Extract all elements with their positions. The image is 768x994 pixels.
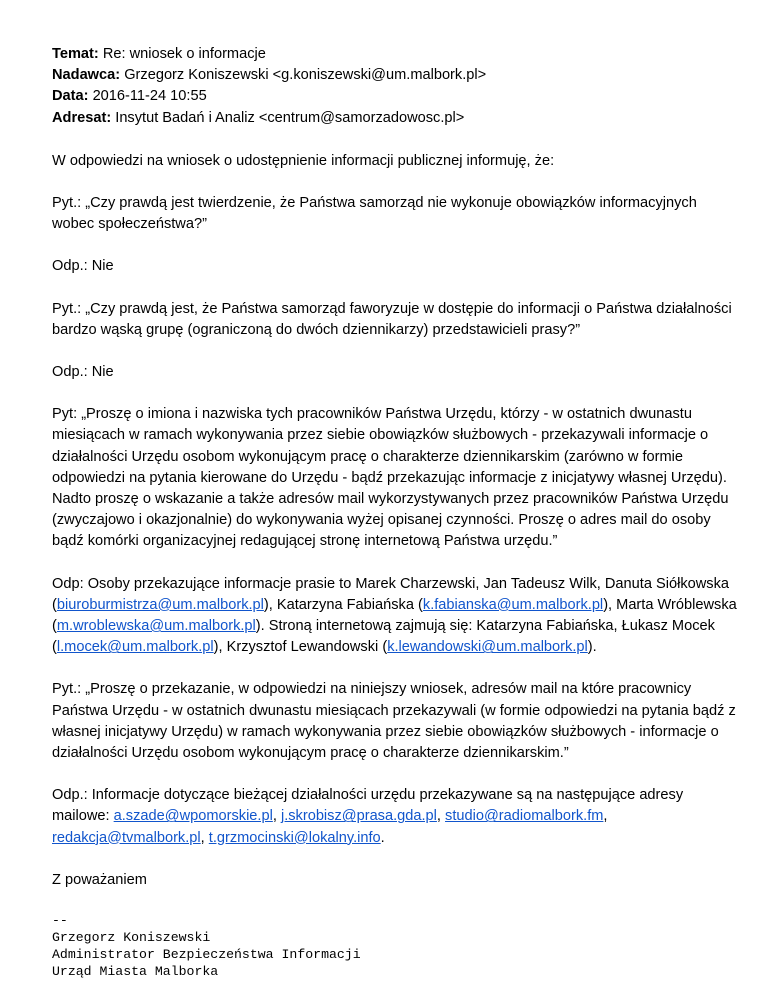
answer-2: Odp.: Nie	[52, 364, 114, 381]
email-link-biuroburmistrza[interactable]: biuroburmistrza@um.malbork.pl	[56, 596, 264, 613]
sender-value: Grzegorz Koniszewski <g.koniszewski@um.malbork.pl>	[124, 67, 487, 84]
question-2: Pyt.: „Czy prawdą jest, że Państwa samorząd faworyzuje w dostępie do informacji o Państwa działalności bardzo wąską grupę (ograniczoną do dwóch dziennikarzy) przedstawicieli prasy?”	[52, 300, 732, 338]
closing-line: Z poważaniem	[52, 871, 147, 888]
recipient-line	[52, 108, 742, 129]
answer-4-text: .	[380, 829, 385, 846]
answer-4-text: ,	[200, 829, 209, 846]
answer-4-text: ,	[272, 808, 281, 825]
date-line	[52, 86, 742, 107]
answer-4-text: ,	[436, 808, 446, 825]
answer-3-text: ). Stroną internetową zajmują się: Katarzyna Fabiańska, Łukasz Mocek (	[52, 618, 715, 656]
email-link-radiomalbork[interactable]: studio@radiomalbork.fm	[445, 808, 604, 825]
answer-3-text: Odp: Osoby przekazujące informacje prasie to Marek Charzewski, Jan Tadeusz Wilk, Danuta Siółkowska (	[52, 575, 730, 613]
subject-line	[52, 44, 742, 65]
question-4: Pyt.: „Proszę o przekazanie, w odpowiedzi na niniejszy wniosek, adresów mail na które pracownicy Państwa Urzędu - w ostatnich dwunastu miesiącach przekazywali (w formie odpowiedzi na pytania bądź z własnej inicjatywy Urzędu) w ramach wykonywania przez siebie obowiązków służbowych - informacje o działalności Urzędu osobom wykonującym pracę o charakterze dziennikarskim.”	[52, 681, 736, 762]
date-value: 2016-11-24 10:55	[92, 88, 207, 105]
answer-3-text: ), Marta Wróblewska (	[52, 596, 737, 635]
answer-4	[52, 785, 742, 849]
signature-separator: --	[52, 913, 68, 929]
answer-3-text: ), Katarzyna Fabiańska (	[263, 596, 423, 613]
email-link-mocek[interactable]: l.mocek@um.malbork.pl	[56, 639, 214, 656]
sender-line	[52, 65, 742, 86]
subject-label: Temat:	[52, 46, 99, 62]
email-document	[52, 44, 742, 980]
signature-org: Urząd Miasta Malborka	[52, 964, 219, 980]
question-3: Pyt: „Proszę o imiona i nazwiska tych pracowników Państwa Urzędu, którzy - w ostatnich dwunastu miesiącach w ramach wykonywania przez siebie obowiązków służbowych - przekazywali informacje o działalności Urzędu osobom wykonującym pracę o charakterze dziennikarskim (zarówno w formie odpowiedzi na pytania kierowane do Urzędu - bądź przekazując informacje z inicjatywy własnej Urzędu). Nadto proszę o wskazanie a także adresów mail wykorzystywanych przez pracowników Państwa Urzędu (zwyczajowo i okazjonalnie) do wykonywania wyżej opisanej czynności. Proszę o adres mail do osoby bądź komórki organizacyjnej redagującej stronę internetową Państwa urzędu.”	[52, 406, 729, 550]
signature-name: Grzegorz Koniszewski	[52, 930, 211, 946]
answer-3	[52, 574, 742, 659]
email-link-wroblewska[interactable]: m.wroblewska@um.malbork.pl	[56, 618, 256, 635]
email-link-grzmocinski[interactable]: t.grzmocinski@lokalny.info	[208, 829, 381, 846]
signature-block	[52, 912, 742, 980]
sender-label: Nadawca:	[52, 67, 121, 84]
answer-3-text: ), Krzysztof Lewandowski (	[213, 639, 388, 656]
question-1: Pyt.: „Czy prawdą jest twierdzenie, że Państwa samorząd nie wykonuje obowiązków informacyjnych wobec społeczeństwa?”	[52, 195, 697, 233]
subject-value: Re: wniosek o informacje	[102, 46, 266, 62]
intro-paragraph: W odpowiedzi na wniosek o udostępnienie informacji publicznej informuję, że:	[52, 152, 555, 169]
email-link-szade[interactable]: a.szade@wpomorskie.pl	[113, 808, 273, 825]
recipient-label: Adresat:	[52, 109, 112, 126]
email-link-skrobisz[interactable]: j.skrobisz@prasa.gda.pl	[280, 808, 437, 825]
answer-3-text: ).	[587, 639, 597, 656]
answer-4-text: ,	[603, 808, 608, 825]
email-link-fabianska[interactable]: k.fabianska@um.malbork.pl	[422, 596, 604, 613]
signature-title: Administrator Bezpieczeństwa Informacji	[52, 947, 361, 963]
email-link-lewandowski[interactable]: k.lewandowski@um.malbork.pl	[387, 639, 588, 656]
date-label: Data:	[52, 88, 89, 105]
recipient-value: Insytut Badań i Analiz <centrum@samorzadowosc.pl>	[115, 109, 465, 126]
email-header	[52, 44, 742, 129]
answer-1: Odp.: Nie	[52, 258, 114, 275]
answer-4-text: Odp.: Informacje dotyczące bieżącej działalności urzędu przekazywane są na następujące adresy mailowe:	[52, 787, 684, 825]
email-link-tvmalbork[interactable]: redakcja@tvmalbork.pl	[52, 829, 201, 846]
